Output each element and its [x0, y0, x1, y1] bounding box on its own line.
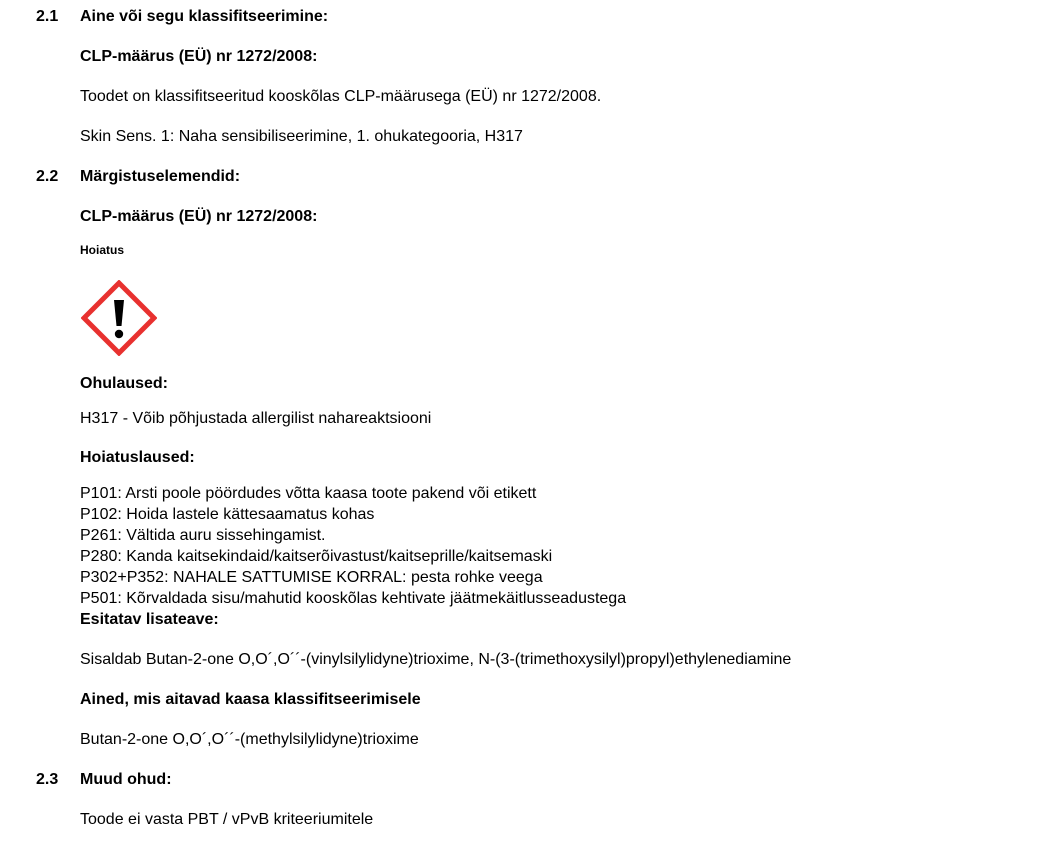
hazard-statement-h317: H317 - Võib põhjustada allergilist nahareaktsiooni: [80, 410, 432, 427]
clp-heading-2: CLP-määrus (EÜ) nr 1272/2008:: [80, 208, 318, 225]
signal-word: Hoiatus: [80, 243, 125, 257]
hazard-statements-heading: Ohulaused:: [80, 375, 169, 392]
precaution-line: P302+P352: NAHALE SATTUMISE KORRAL: pesta rohke veega: [80, 569, 543, 586]
classification-line-2: Skin Sens. 1: Naha sensibiliseerimine, 1. ohukategooria, H317: [80, 128, 523, 145]
clp-heading-1: CLP-määrus (EÜ) nr 1272/2008:: [80, 48, 318, 65]
precaution-line: P280: Kanda kaitsekindaid/kaitserõivastust/kaitseprille/kaitsemaski: [80, 548, 553, 565]
ghs07-exclamation-mark-icon: [81, 280, 157, 356]
contributing-substances-text: Butan-2-one O,O´,O´´-(methylsilylidyne)trioxime: [80, 731, 419, 748]
precaution-line: P102: Hoida lastele kättesaamatus kohas: [80, 506, 375, 523]
precaution-line: P501: Kõrvaldada sisu/mahutid kooskõlas kehtivate jäätmekäitlusseadustega: [80, 590, 627, 607]
contributing-substances-heading: Ained, mis aitavad kaasa klassifitseerimisele: [80, 691, 421, 708]
precautionary-statements-heading: Hoiatuslaused:: [80, 449, 195, 466]
section-2-3-title: Muud ohud:: [80, 771, 172, 788]
section-2-3-number: 2.3: [36, 771, 59, 788]
section-2-1-number: 2.1: [36, 8, 59, 25]
section-2-2-number: 2.2: [36, 168, 59, 185]
section-2-1-title: Aine või segu klassifitseerimine:: [80, 8, 329, 25]
precaution-line: P261: Vältida auru sissehingamist.: [80, 527, 326, 544]
section-2-2-title: Märgistuselemendid:: [80, 168, 241, 185]
classification-line-1: Toodet on klassifitseeritud kooskõlas CLP-määrusega (EÜ) nr 1272/2008.: [80, 88, 602, 105]
other-hazards-text: Toode ei vasta PBT / vPvB kriteeriumitele: [80, 811, 374, 828]
supplemental-info-text: Sisaldab Butan-2-one O,O´,O´´-(vinylsilylidyne)trioxime, N-(3-(trimethoxysilyl)propyl)ethylenediamine: [80, 651, 792, 668]
supplemental-info-heading: Esitatav lisateave:: [80, 611, 219, 628]
precaution-line: P101: Arsti poole pöördudes võtta kaasa toote pakend või etikett: [80, 485, 537, 502]
